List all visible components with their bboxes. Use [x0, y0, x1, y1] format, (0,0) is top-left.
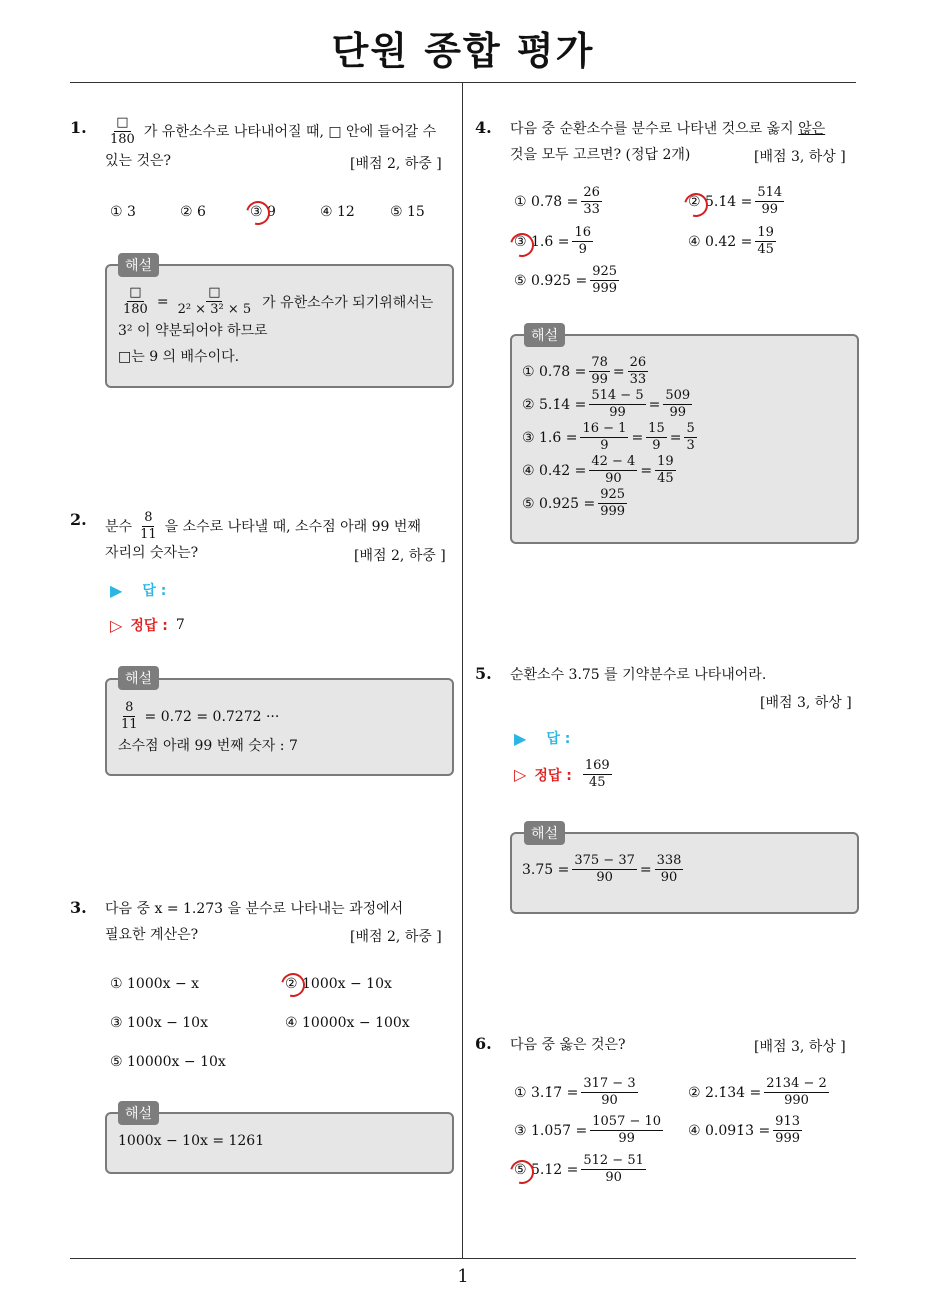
solution-line-1: 1000x − 10x = 1261: [118, 1133, 265, 1149]
column-divider: [462, 83, 463, 1259]
score-label: [배점 2, 하중 ]: [350, 156, 442, 172]
option-4[interactable]: ④ 10000x − 100x: [285, 1015, 410, 1031]
option-5[interactable]: ⑤ 5.12̇ = $\frac{512 - 51}{90}$: [514, 1153, 644, 1185]
play-icon: ▶: [514, 728, 527, 748]
solution-line-1: $\frac{□}{180}$ = $\frac{□}{\text{2² × 3² × 5}}$ 가 유한소수가 되기위해서는: [123, 285, 434, 317]
play-outline-icon: ▷: [514, 765, 527, 784]
solution-line-2: 3² 이 약분되어야 하므로: [118, 323, 268, 339]
option-4[interactable]: ④ 0.42̇ = $\frac{19}{45}$: [688, 225, 774, 257]
option-4[interactable]: ④ 0.091̇3̇ = $\frac{913}{999}$: [688, 1114, 800, 1146]
option-2[interactable]: ② 1000x − 10x: [285, 976, 392, 992]
question-number: 6.: [475, 1034, 492, 1053]
question-text-line2: 자리의 숫자는?: [105, 545, 199, 561]
solution-line-5: ⑤ 0.9̇25̇ = $\frac{925}{999}$: [522, 487, 626, 519]
selected-circle-mark: [242, 197, 275, 230]
solution-label: 해설: [118, 1101, 159, 1125]
option-2[interactable]: ② 2.1̇34̇ = $\frac{2134 - 2}{990}$: [688, 1076, 827, 1108]
solution-label: 해설: [118, 666, 159, 690]
correct-answer: ▷ 정답 : 7: [110, 615, 185, 635]
solution-line-1: 3.75̇ = $\frac{375 - 37}{90}$ = $\frac{338}{90}$: [522, 853, 682, 885]
option-1[interactable]: ① 0.7̇8̇ = $\frac{26}{33}$: [514, 185, 600, 217]
solution-line-3: ③ 1.6̇ = $\frac{16 - 1}{9}$ = $\frac{15}{9}$ = $\frac{5}{3}$: [522, 421, 695, 453]
question-number: 3.: [70, 898, 87, 917]
play-icon: ▶: [110, 580, 123, 600]
question-text-line2: 필요한 계산은?: [105, 927, 199, 943]
option-1[interactable]: ① 3.1̇7̇ = $\frac{317 - 3}{90}$: [514, 1076, 636, 1108]
question-text: 다음 중 순환소수를 분수로 나타낸 것으로 옳지 않은: [510, 121, 826, 137]
solution-line-2: 소수점 아래 99 번째 숫자 : 7: [118, 738, 298, 754]
option-3[interactable]: ③ 100x − 10x: [110, 1015, 208, 1031]
score-label: [배점 2, 하중 ]: [354, 548, 446, 564]
score-label: [배점 3, 하상 ]: [754, 1039, 846, 1055]
option-2[interactable]: ② 6: [180, 204, 206, 220]
solution-line-1: ① 0.7̇8̇ = $\frac{78}{99}$ = $\frac{26}{33}$: [522, 355, 647, 387]
option-4[interactable]: ④ 12: [320, 204, 355, 220]
question-number: 4.: [475, 118, 492, 137]
option-1[interactable]: ① 1000x − x: [110, 976, 200, 992]
selected-circle-mark: [277, 969, 310, 1002]
question-number: 5.: [475, 664, 492, 683]
option-5[interactable]: ⑤ 0.9̇25̇ = $\frac{925}{999}$: [514, 264, 618, 296]
solution-line-4: ④ 0.42̇ = $\frac{42 - 4}{90}$ = $\frac{19}{45}$: [522, 454, 674, 486]
footer-rule: [70, 1258, 856, 1259]
answer-input[interactable]: ▶ 답 :: [110, 580, 167, 600]
option-5[interactable]: ⑤ 10000x − 10x: [110, 1054, 226, 1070]
solution-line-2: ② 5.1̇4̇ = $\frac{514 - 5}{99}$ = $\frac{509}{99}$: [522, 388, 691, 420]
question-text-line2: 것을 모두 고르면? (정답 2개): [510, 147, 691, 163]
score-label: [배점 3, 하상 ]: [760, 695, 852, 711]
question-number: 1.: [70, 118, 87, 137]
question-number: 2.: [70, 510, 87, 529]
play-outline-icon: ▷: [110, 615, 123, 635]
question-text-line2: 있는 것은?: [105, 153, 172, 169]
solution-line-1: $\frac{8}{11}$ = 0.7̇2̇ = 0.7272 ···: [121, 700, 280, 732]
page-number: 1: [457, 1266, 469, 1287]
option-2[interactable]: ② 5.1̇4̇ = $\frac{514}{99}$: [688, 185, 783, 217]
option-3[interactable]: ③ 1.05̇7̇ = $\frac{1057 - 10}{99}$: [514, 1114, 662, 1146]
option-5[interactable]: ⑤ 15: [390, 204, 425, 220]
score-label: [배점 3, 하상 ]: [754, 149, 846, 165]
question-text: 순환소수 3.75̇ 를 기약분수로 나타내어라.: [510, 667, 767, 683]
question-text: 분수 $\frac{8}{11}$ 을 소수로 나타낼 때, 소수점 아래 99 번째: [105, 510, 421, 542]
page-title: 단원 종합 평가: [331, 29, 595, 73]
header-rule: [70, 82, 856, 83]
question-text: 다음 중 x = 1.27̇3̇ 을 분수로 나타내는 과정에서: [105, 901, 404, 917]
question-text: $\frac{□}{180}$ 가 유한소수로 나타내어질 때, □ 안에 들어갈 수: [110, 115, 437, 147]
answer-input[interactable]: ▶ 답 :: [514, 728, 571, 748]
solution-label: 해설: [118, 253, 159, 277]
option-3[interactable]: ③ 9: [250, 204, 276, 220]
option-3[interactable]: ③ 1.6̇ = $\frac{16}{9}$: [514, 225, 591, 257]
solution-line-3: □는 9 의 배수이다.: [118, 349, 240, 365]
solution-label: 해설: [524, 323, 565, 347]
score-label: [배점 2, 하중 ]: [350, 929, 442, 945]
correct-answer: ▷ 정답 : $\frac{169}{45}$: [514, 758, 610, 790]
option-1[interactable]: ① 3: [110, 204, 136, 220]
solution-label: 해설: [524, 821, 565, 845]
fraction: $\frac{□}{180}$: [110, 115, 135, 147]
question-text: 다음 중 옳은 것은?: [510, 1037, 626, 1053]
